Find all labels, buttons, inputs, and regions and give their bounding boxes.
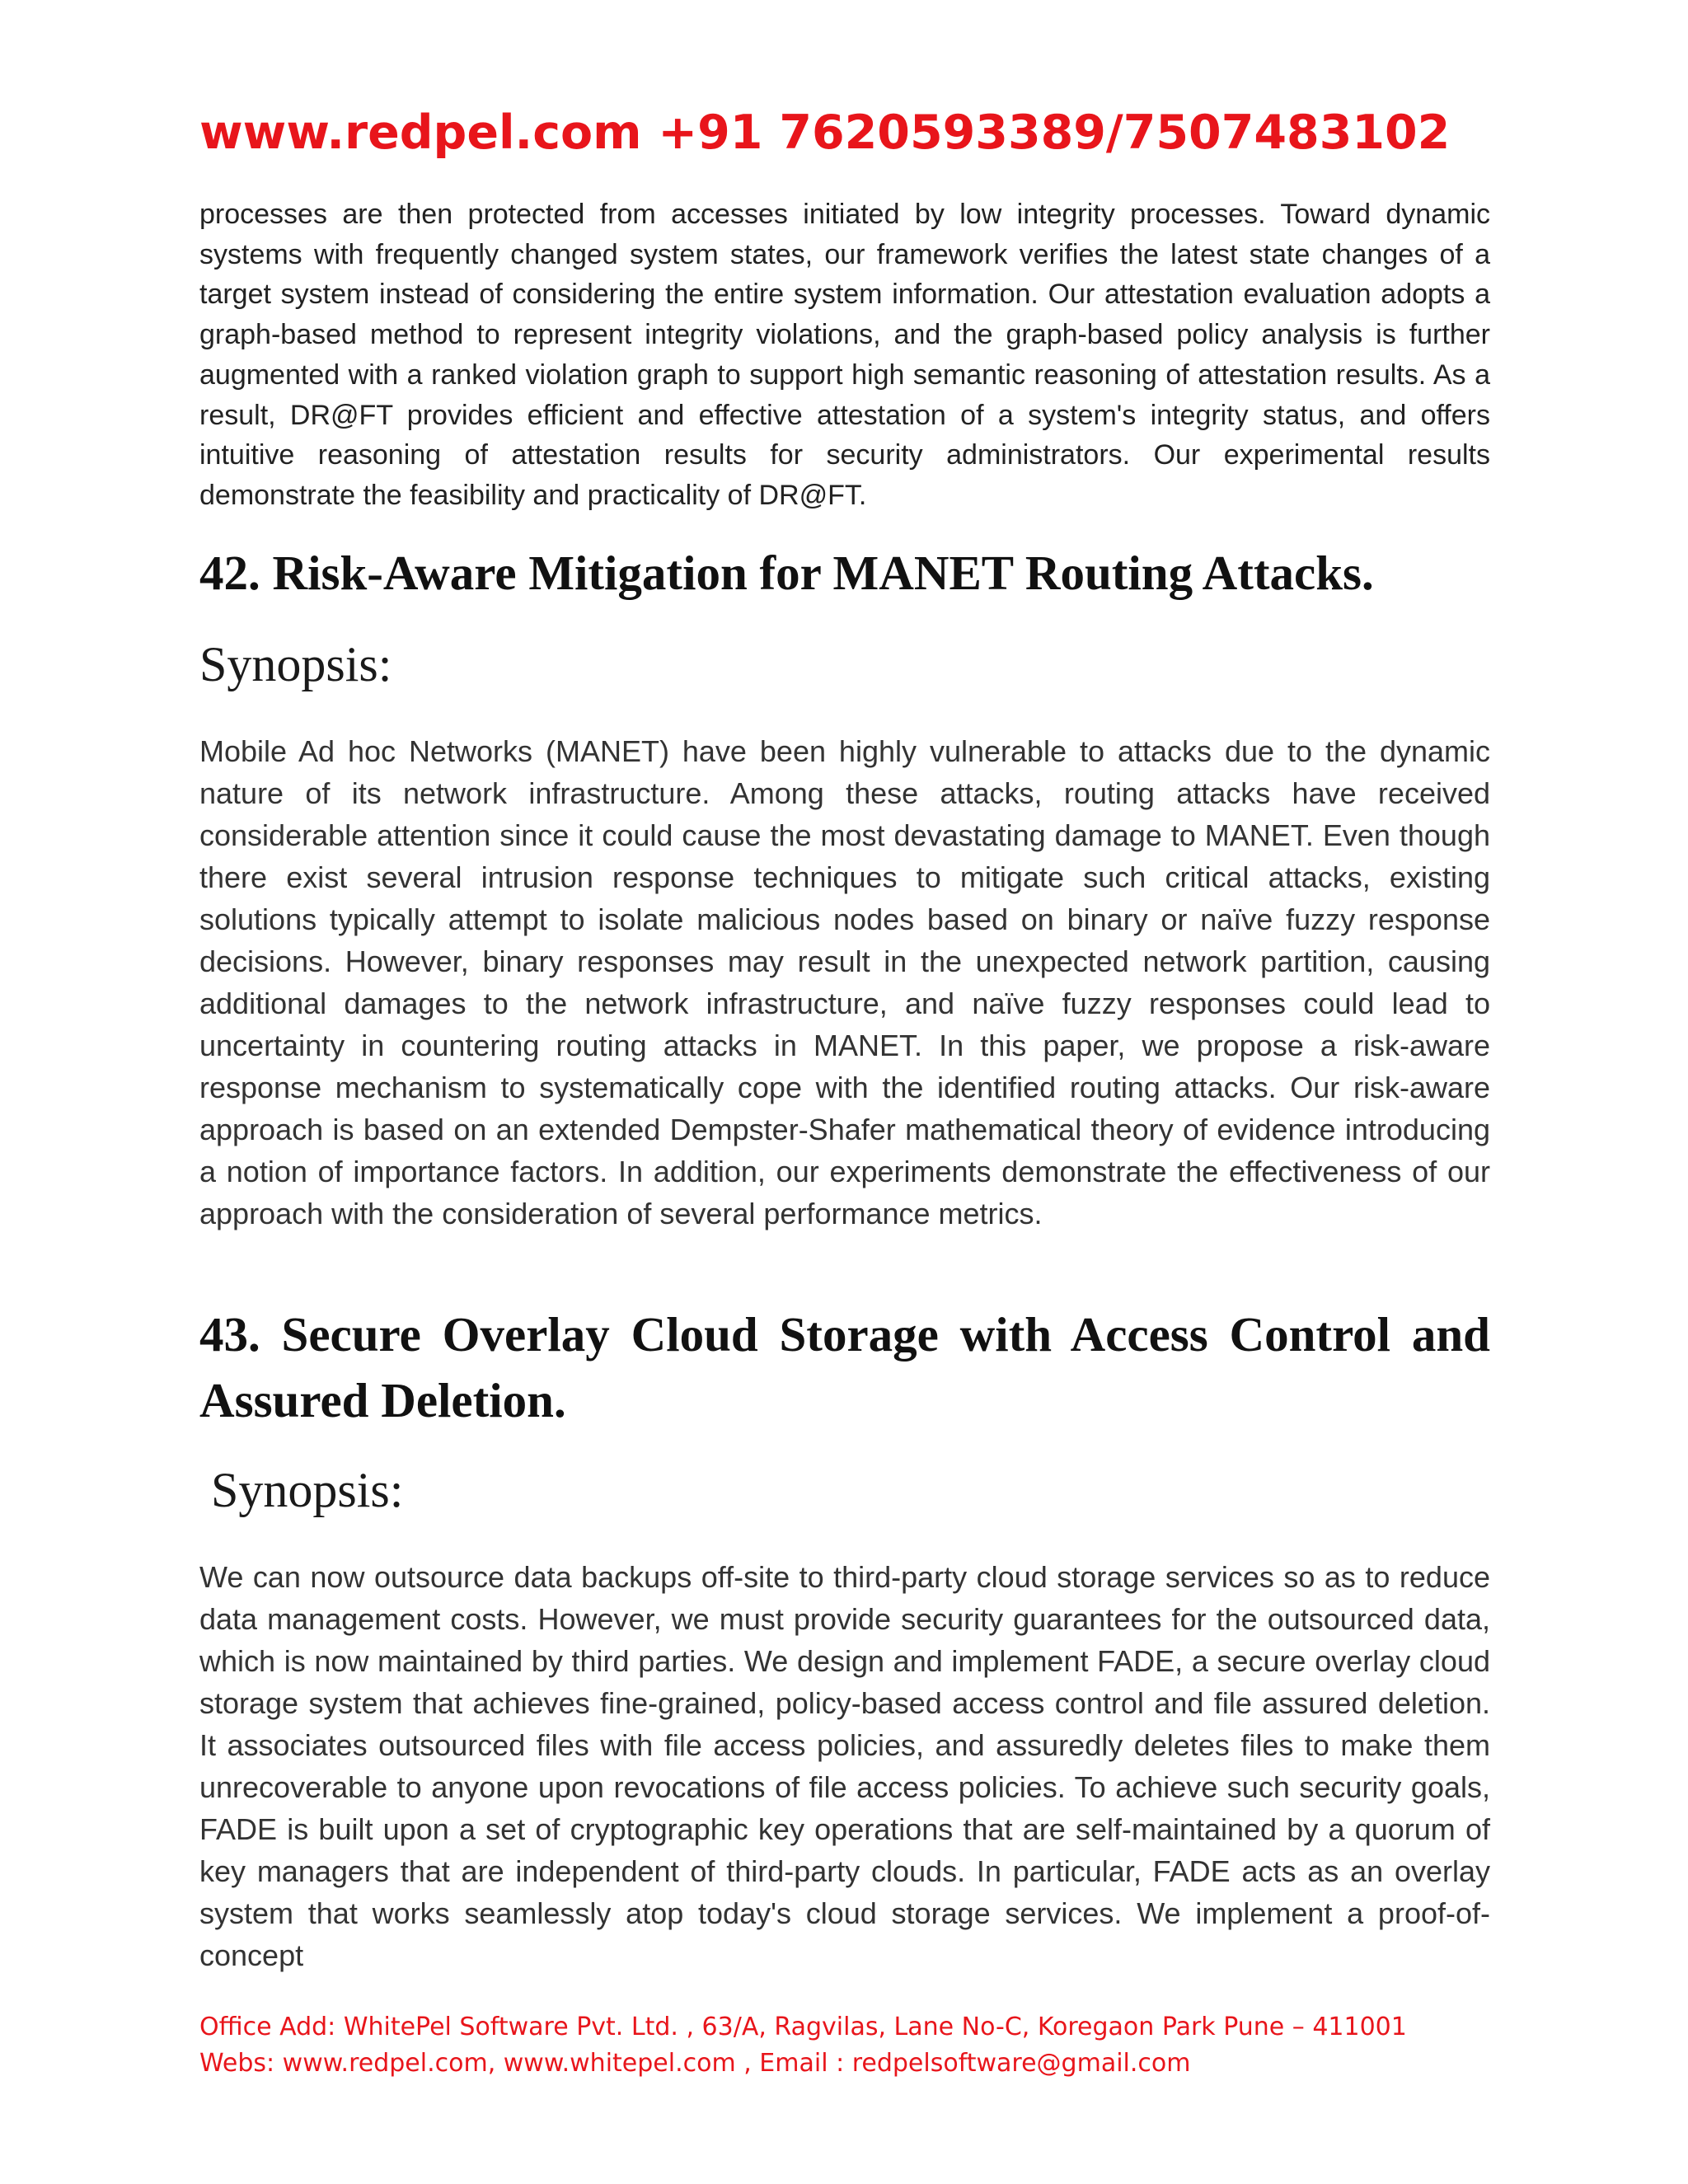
section-42-title: 42. Risk-Aware Mitigation for MANET Routing Attacks.: [199, 546, 1374, 600]
section-43-title: 43. Secure Overlay Cloud Storage with Access Control and Assured Deletion.: [199, 1307, 1490, 1427]
section-43-body: We can now outsource data backups off-site to third-party cloud storage services so as to reduce data management costs. However, we must provide security guarantees for the outsourced data, which is now maintained by third parties. We design and implement FADE, a secure overlay cloud storage system that achieves fine-grained, policy-based access control and file assured deletion. It associates outsourced files with file access policies, and assuredly deletes files to make them unrecoverable to anyone upon revocations of file access policies. To achieve such security goals, FADE is built upon a set of cryptographic key operations that are self-maintained by a quorum of key managers that are independent of third-party clouds. In particular, FADE acts as an overlay system that works seamlessly atop today's cloud storage services. We implement a proof-of-concept: [199, 1560, 1490, 1972]
section-43-synopsis-label: Synopsis:: [211, 1463, 404, 1517]
section-42-synopsis-label: Synopsis:: [199, 637, 392, 691]
footer-office-address: Office Add: WhitePel Software Pvt. Ltd. , 63/A, Ragvilas, Lane No-C, Koregaon Park Pune – 411001: [199, 2013, 1407, 2041]
intro-paragraph: processes are then protected from accesses initiated by low integrity processes. Toward dynamic systems with frequently changed system states, our framework verifies the latest state changes of a target system instead of considering the entire system information. Our attestation evaluation adopts a graph-based method to represent integrity violations, and the graph-based policy analysis is further augmented with a ranked violation graph to support high semantic reasoning of attestation results. As a result, DR@FT provides efficient and effective attestation of a system's integrity status, and offers intuitive reasoning of attestation results for security administrators. Our experimental results demonstrate the feasibility and practicality of DR@FT.: [199, 199, 1490, 511]
section-42-body: Mobile Ad hoc Networks (MANET) have been highly vulnerable to attacks due to the dynamic nature of its network infrastructure. Among these attacks, routing attacks have received considerable attention since it could cause the most devastating damage to MANET. Even though there exist several intrusion response techniques to mitigate such critical attacks, existing solutions typically attempt to isolate malicious nodes based on binary or naïve fuzzy response decisions. However, binary responses may result in the unexpected network partition, causing additional damages to the network infrastructure, and naïve fuzzy responses could lead to uncertainty in countering routing attacks in MANET. In this paper, we propose a risk-aware response mechanism to systematically cope with the identified routing attacks. Our risk-aware approach is based on an extended Dempster-Shafer mathematical theory of evidence introducing a notion of importance factors. In addition, our experiments demonstrate the effectiveness of our approach with the consideration of several performance metrics.: [199, 734, 1490, 1230]
header-contact-line: www.redpel.com +91 7620593389/7507483102: [199, 105, 1451, 160]
footer-webs-email: Webs: www.redpel.com, www.whitepel.com , Email : redpelsoftware@gmail.com: [199, 2049, 1191, 2078]
